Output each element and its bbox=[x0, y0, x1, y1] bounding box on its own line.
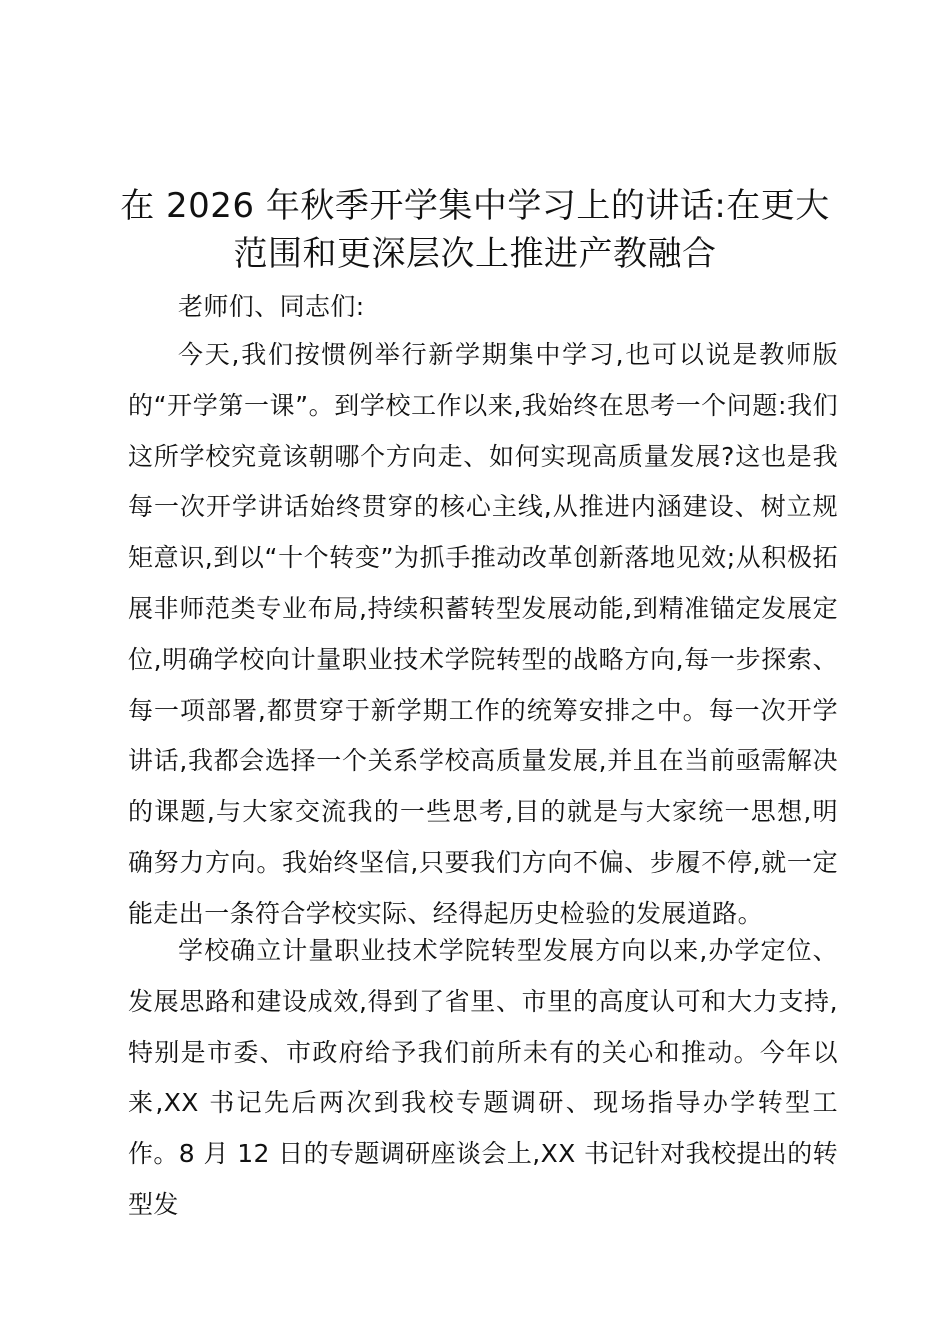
salutation: 老师们、同志们: bbox=[178, 292, 365, 321]
body-paragraph: 学校确立计量职业技术学院转型发展方向以来,办学定位、发展思路和建设成效,得到了省里、市里的高度认可和大力支持,特别是市委、市政府给予我们前所未有的关心和推动。今年以来,XX 书记先后两次到我校专题调研、现场指导办学转型工作。8 月 12 日的专题调研座谈会上,XX 书记针对我校提出的转型发 bbox=[128, 936, 838, 1219]
document-title: 在 2026 年秋季开学集中学习上的讲话:在更大范围和更深层次上推进产教融合 bbox=[120, 186, 830, 274]
body-paragraph: 今天,我们按惯例举行新学期集中学习,也可以说是教师版的“开学第一课”。到学校工作以来,我始终在思考一个问题:我们这所学校究竟该朝哪个方向走、如何实现高质量发展?这也是我每一次开学讲话始终贯穿的核心主线,从推进内涵建设、树立规矩意识,到以“十个转变”为抓手推动改革创新落地见效;从积极拓展非师范类专业布局,持续积蓄转型发展动能,到精准锚定发展定位,明确学校向计量职业技术学院转型的战略方向,每一步探索、每一项部署,都贯穿于新学期工作的统筹安排之中。每一次开学讲话,我都会选择一个关系学校高质量发展,并且在当前亟需解决的课题,与大家交流我的一些思考,目的就是与大家统一思想,明确努力方向。我始终坚信,只要我们方向不偏、步履不停,就一定能走出一条符合学校实际、经得起历史检验的发展道路。 bbox=[128, 340, 838, 928]
